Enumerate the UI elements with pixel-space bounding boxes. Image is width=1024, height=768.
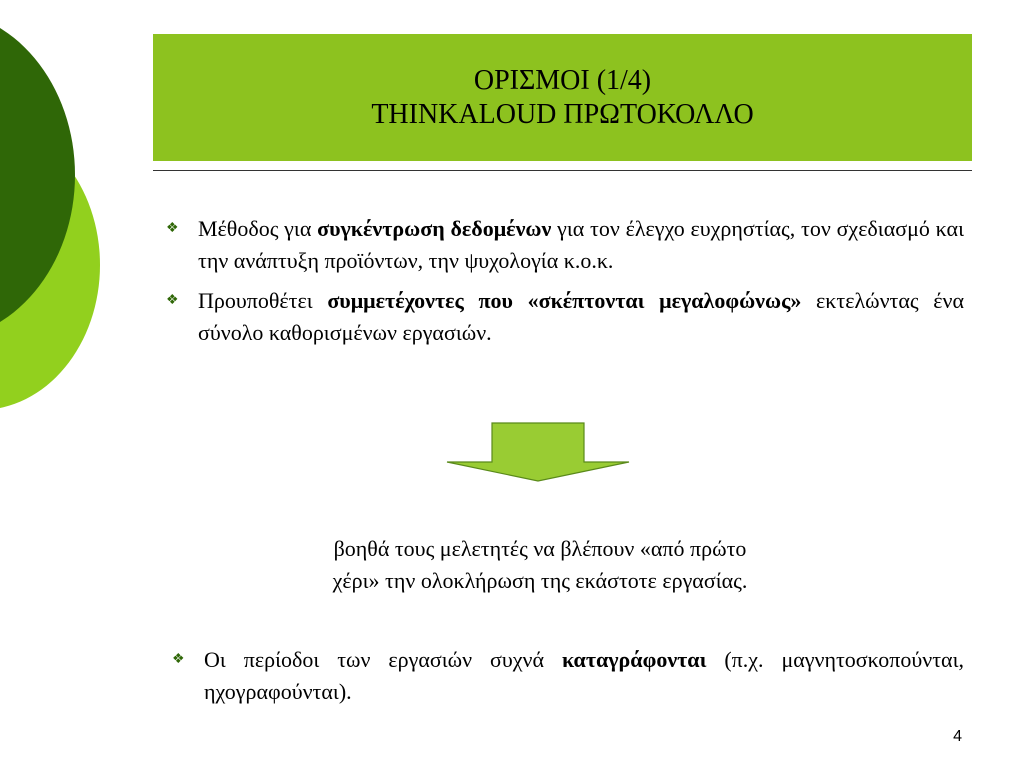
- diamond-bullet-icon: ❖: [166, 293, 179, 308]
- bullet-item: [166, 213, 964, 277]
- conclusion-line-2: χέρι» την ολοκλήρωση της εκάστοτε εργασίας.: [332, 568, 748, 593]
- bullet-text: Οι περίοδοι των εργασιών συχνά καταγράφονται (π.χ. μαγνητοσκοπούνται, ηχογραφούνται).: [204, 647, 964, 704]
- bullet-text: Προυποθέτει συμμετέχοντες που «σκέπτονται μεγαλοφώνως» εκτελώντας ένα σύνολο καθορισμένων εργασιών.: [198, 288, 965, 345]
- slide-title-line-1: ΟΡΙΣΜΟΙ (1/4): [473, 64, 652, 96]
- arrow-conclusion-text: [240, 533, 840, 597]
- down-arrow-icon: [446, 422, 630, 482]
- bullet-item: [172, 644, 964, 708]
- conclusion-line-1: βοηθά τους μελετητές να βλέπουν «από πρώτο: [333, 536, 747, 561]
- bullet-item: [166, 285, 964, 349]
- title-divider: [153, 170, 972, 171]
- slide-title-line-2: THINKALOUD ΠΡΩΤΟΚΟΛΛΟ: [371, 98, 754, 130]
- diamond-bullet-icon: ❖: [172, 652, 185, 667]
- bullet-list-top: [166, 213, 964, 357]
- slide-page-number: 4: [953, 728, 962, 745]
- slide-title-band: [153, 34, 972, 161]
- bullet-text: Μέθοδος για συγκέντρωση δεδομένων για τον έλεγχο ευχρηστίας, τον σχεδιασμό και την ανάπτυξη προϊόντων, την ψυχολογία κ.ο.κ.: [198, 216, 965, 273]
- bullet-list-bottom: [172, 644, 964, 716]
- diamond-bullet-icon: ❖: [166, 221, 179, 236]
